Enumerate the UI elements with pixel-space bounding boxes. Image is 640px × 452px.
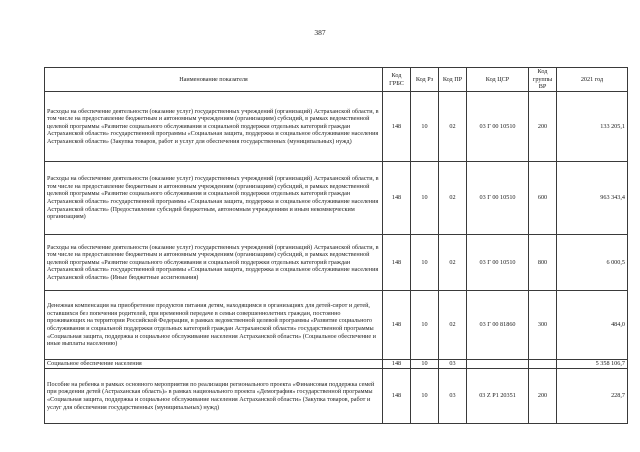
row-rz: 10 [411, 235, 439, 291]
row-pr: 02 [439, 92, 467, 162]
row-rz: 10 [411, 369, 439, 424]
row-name: Пособие на ребенка в рамках основного мероприятия по реализации регионального проекта «Финансовая поддержка семей при рождении детей (Астраханская область)» в рамках национального проекта «Демография» государственной программы «Социальная защита, поддержка и социальное обслуживание населения Астраханской области» (Закупка товаров, работ и услуг для обеспечения государственных (муниципальных) нужд) [45, 369, 383, 424]
row-amount: 963 343,4 [557, 162, 628, 235]
row-csr: 03 Г 00 81860 [467, 291, 529, 360]
row-name: Расходы на обеспечение деятельности (оказание услуг) государственных учреждений (организаций) Астраханской области, в том числе на предоставление бюджетным и автономным учреждениям (организациям) субсидий, в рамках ведомственной целевой программы «Развитие социального обслуживания и социальной поддержки отдельных категорий граждан Астраханской области» государственной программы «Социальная защита, поддержка и социальное обслуживание населения Астраханской области» (Предоставление субсидий бюджетным, автономным учреждениям и иным некоммерческим организациям) [45, 162, 383, 235]
row-name: Расходы на обеспечение деятельности (оказание услуг) государственных учреждений (организаций) Астраханской области, в том числе на предоставление бюджетным и автономным учреждениям (организациям) субсидий, в рамках ведомственной целевой программы «Развитие социального обслуживания и социальной поддержки отдельных категорий граждан Астраханской области» государственной программы «Социальная защита, поддержка и социальное обслуживание населения Астраханской области» (Иные бюджетные ассигнования) [45, 235, 383, 291]
row-amount: 6 000,5 [557, 235, 628, 291]
header-grbs: Код ГРБС [383, 68, 411, 92]
row-amount: 484,0 [557, 291, 628, 360]
row-rz: 10 [411, 162, 439, 235]
row-csr: 03 Z P1 20351 [467, 369, 529, 424]
row-vr: 200 [529, 369, 557, 424]
table-row [45, 369, 628, 424]
row-pr: 02 [439, 235, 467, 291]
header-rz: Код Рз [411, 68, 439, 92]
row-csr: 03 Г 00 10510 [467, 162, 529, 235]
table-row [45, 162, 628, 235]
table-header-row [45, 68, 628, 92]
row-vr: 200 [529, 92, 557, 162]
row-amount: 228,7 [557, 369, 628, 424]
row-grbs: 148 [383, 235, 411, 291]
row-name: Денежная компенсация на приобретение продуктов питания детям, находящимся в организациях для детей-сирот и детей, оставшихся без попечения родителей, при временной передаче в семьи совершеннолетних граждан, постоянно проживающих на территории Российской Федерации, в рамках ведомственной целевой программы «Развитие социального обслуживания и социальной поддержки отдельных категорий граждан Астраханской области» государственной программы «Социальная защита, поддержка и социальное обслуживание населения Астраханской области» (Социальное обеспечение и иные выплаты населению) [45, 291, 383, 360]
table-row [45, 235, 628, 291]
row-amount: 133 205,1 [557, 92, 628, 162]
row-grbs: 148 [383, 360, 411, 369]
table-row [45, 360, 628, 369]
header-vr: Код группы ВР [529, 68, 557, 92]
header-pr: Код ПР [439, 68, 467, 92]
row-name: Расходы на обеспечение деятельности (оказание услуг) государственных учреждений (организаций) Астраханской области, в том числе на предоставление бюджетным и автономным учреждениям (организациям) субсидий, в рамках ведомственной целевой программы «Развитие социального обслуживания и социальной поддержки отдельных категорий граждан Астраханской области» государственной программы «Социальная защита, поддержка и социальное обслуживание населения Астраханской области» (Закупка товаров, работ и услуг для обеспечения государственных (муниципальных) нужд) [45, 92, 383, 162]
row-grbs: 148 [383, 291, 411, 360]
page-number: 387 [314, 28, 326, 37]
row-csr [467, 360, 529, 369]
row-csr: 03 Г 00 10510 [467, 92, 529, 162]
row-rz: 10 [411, 360, 439, 369]
row-vr: 600 [529, 162, 557, 235]
table-row [45, 291, 628, 360]
row-csr: 03 Г 00 10510 [467, 235, 529, 291]
header-year: 2021 год [557, 68, 628, 92]
row-vr [529, 360, 557, 369]
row-grbs: 148 [383, 92, 411, 162]
budget-table [44, 67, 628, 424]
header-name: Наименование показателя [45, 68, 383, 92]
row-pr: 02 [439, 162, 467, 235]
row-vr: 300 [529, 291, 557, 360]
row-rz: 10 [411, 291, 439, 360]
table-row [45, 92, 628, 162]
row-grbs: 148 [383, 162, 411, 235]
row-grbs: 148 [383, 369, 411, 424]
header-csr: Код ЦСР [467, 68, 529, 92]
row-vr: 800 [529, 235, 557, 291]
row-name: Социальное обеспечение населения [45, 360, 383, 369]
row-rz: 10 [411, 92, 439, 162]
row-pr: 03 [439, 369, 467, 424]
row-pr: 03 [439, 360, 467, 369]
row-amount: 5 358 106,7 [557, 360, 628, 369]
row-pr: 02 [439, 291, 467, 360]
